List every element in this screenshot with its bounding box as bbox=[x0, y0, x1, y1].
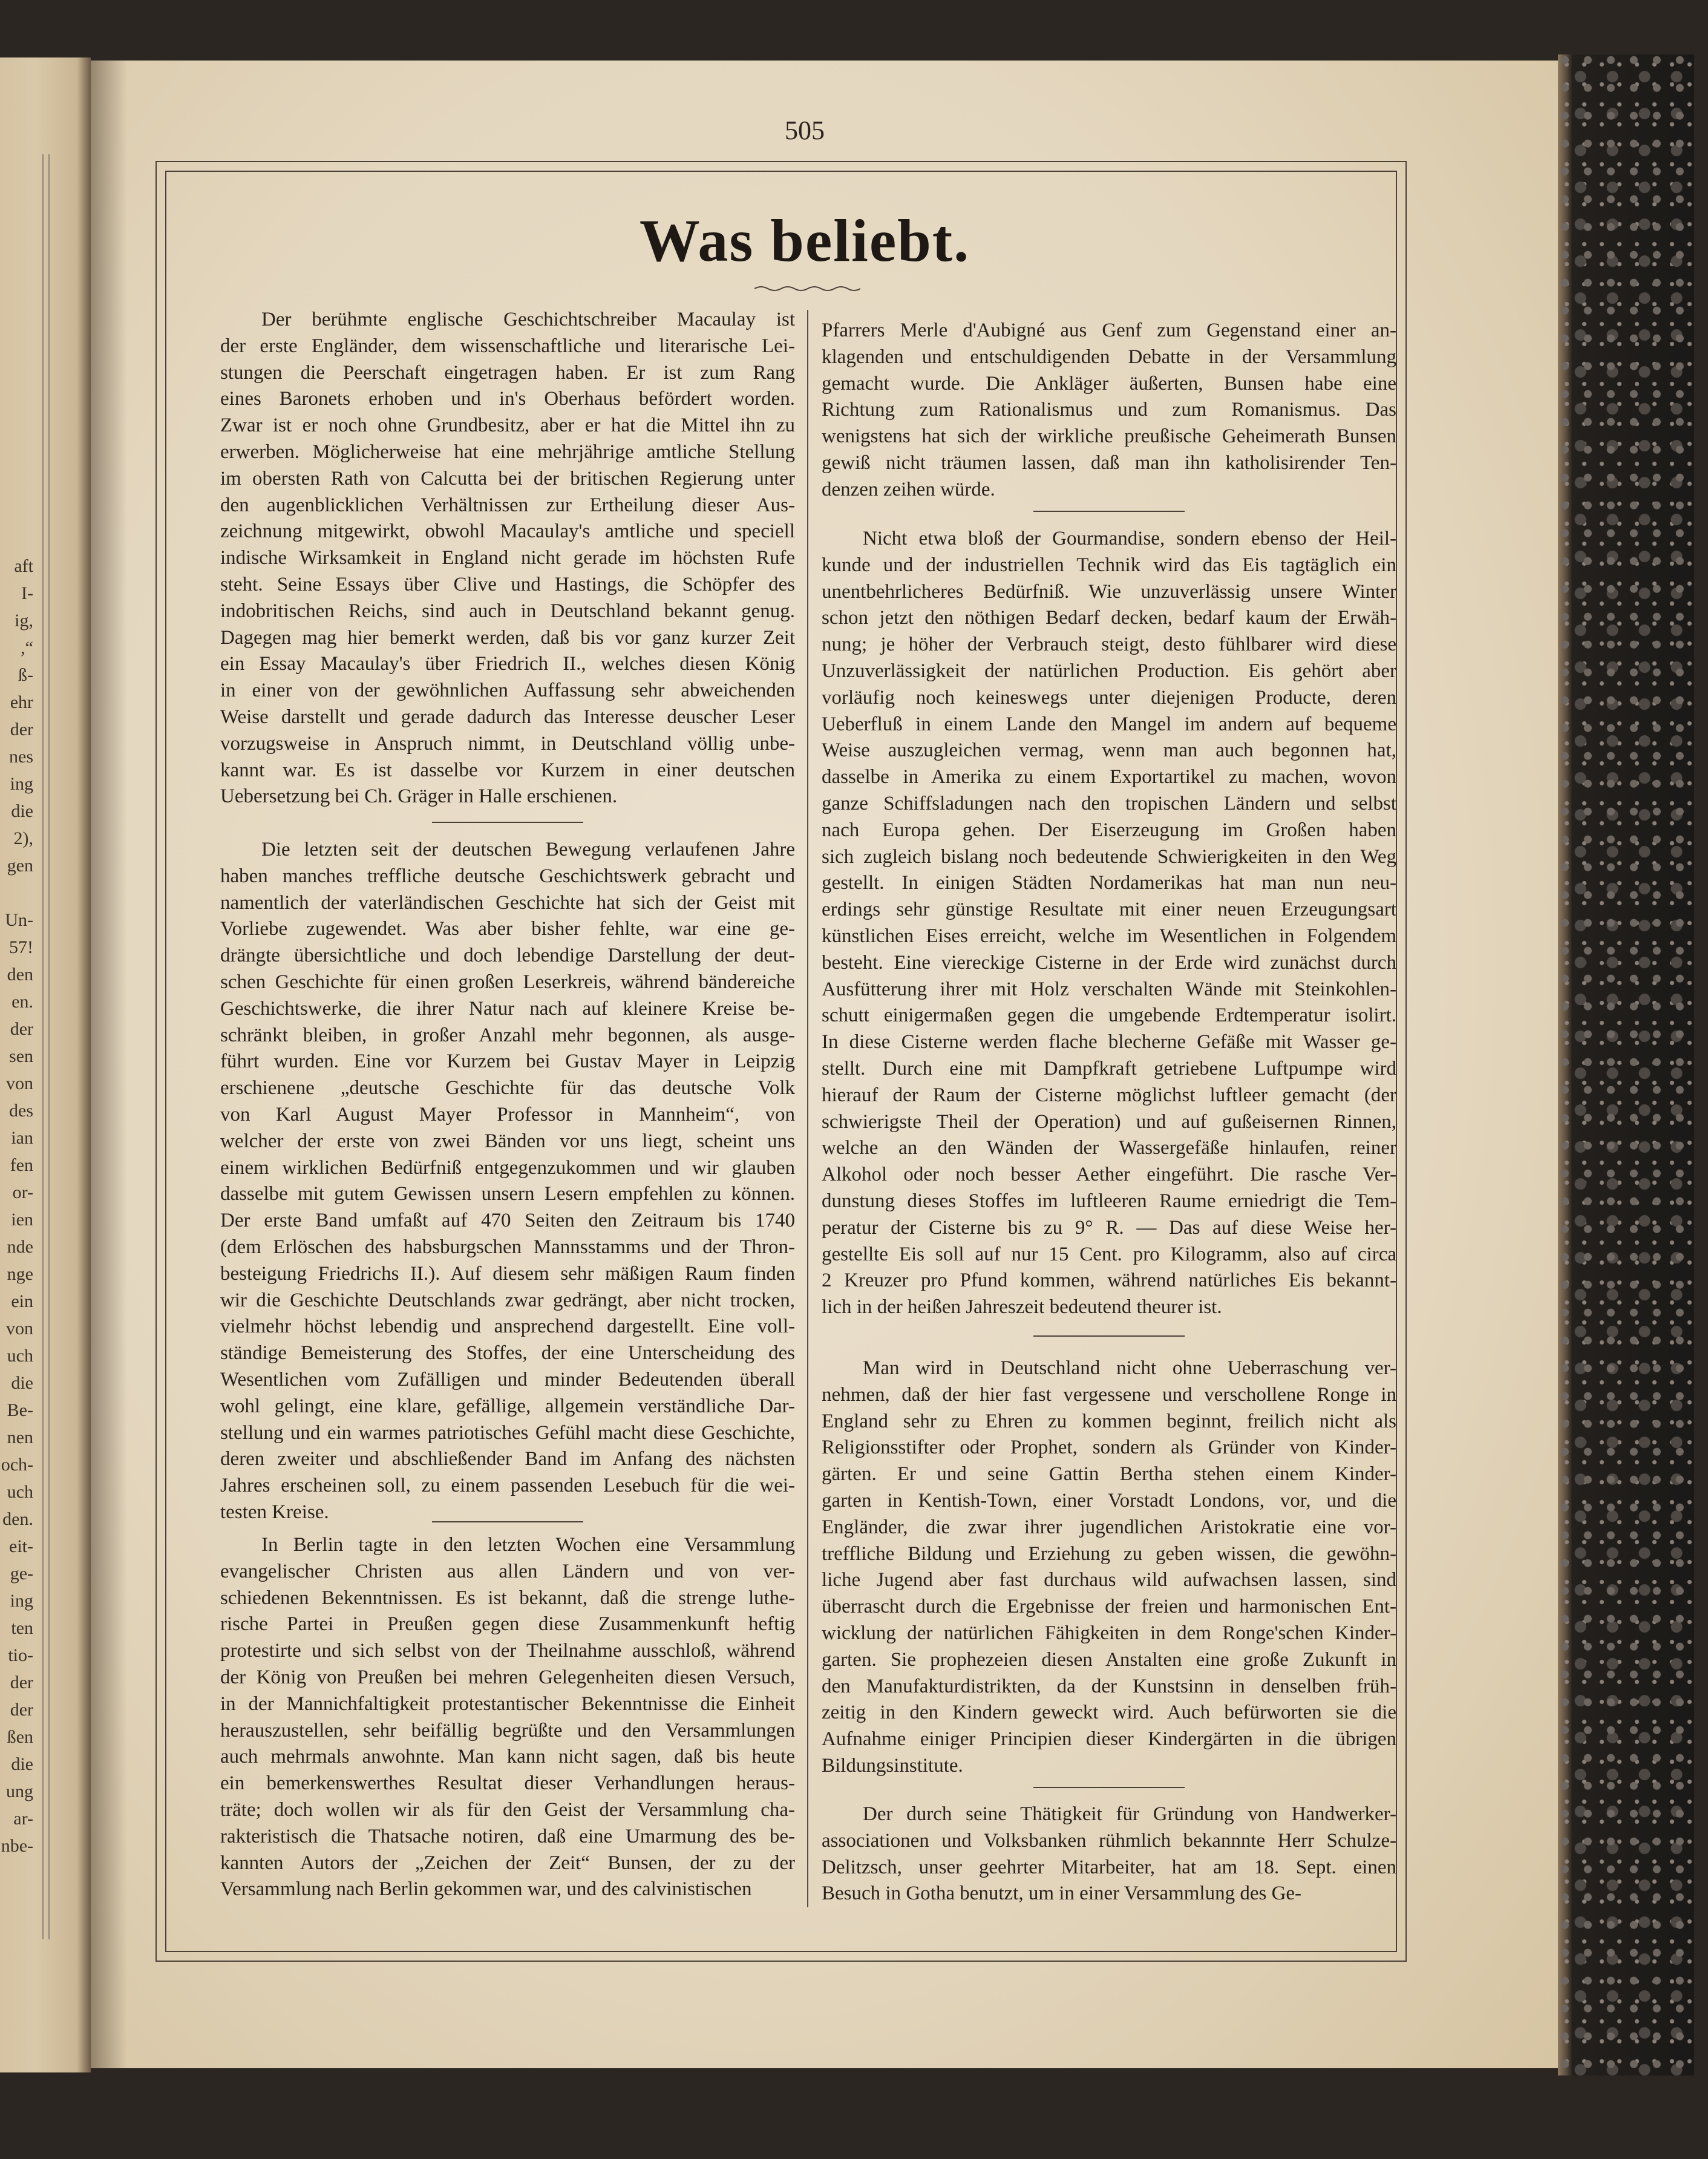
previous-page-fragment: der bbox=[10, 719, 33, 739]
text-line: kannten Autors der „Zeichen der Zeit“ Bunsen, der zu der bbox=[220, 1852, 795, 1874]
previous-page-edge bbox=[0, 57, 91, 2072]
text-line: Ausfütterung ihrer mit Holz verschalten Wände mit Steinkohlen- bbox=[822, 978, 1396, 1000]
text-line: nehmen, daß der hier fast vergessene und verschollene Ronge in bbox=[822, 1383, 1396, 1406]
text-line: lich in der heißen Jahreszeit bedeutend theurer ist. bbox=[822, 1296, 1222, 1319]
text-line: Ueberfluß in einem Lande den Mangel im andern auf bequeme bbox=[822, 713, 1396, 735]
text-line: wicklung der natürlichen Fähigkeiten in dem Ronge'schen Kinder- bbox=[822, 1622, 1396, 1644]
text-line: erschienene „deutsche Geschichte für das deutsche Volk bbox=[220, 1077, 795, 1099]
text-line: nung; je höher der Verbrauch steigt, desto fühlbarer wird diese bbox=[822, 634, 1396, 656]
text-line: eines Baronets erhoben und in's Oberhaus befördert worden. bbox=[220, 388, 795, 410]
previous-page-fragment: aft bbox=[14, 556, 33, 576]
text-line: sich zugleich bislang noch bedeutende Schwierigkeiten in den Weg bbox=[822, 845, 1396, 868]
text-line: schränkt bleiben, in großer Anzahl mehr begonnen, als ausge- bbox=[220, 1024, 795, 1046]
previous-page-fragment: uch bbox=[7, 1346, 33, 1366]
text-line: der König von Preußen bei mehren Gelegenheiten diesen Versuch, bbox=[220, 1666, 795, 1688]
previous-page-fragment: uch bbox=[7, 1482, 33, 1502]
previous-page-fragment: ßen bbox=[7, 1727, 33, 1747]
text-line: In diese Cisterne werden flache blecherne Gefäße mit Wasser ge- bbox=[822, 1031, 1396, 1053]
section-separator bbox=[1033, 1335, 1185, 1337]
text-line: Richtung zum Rationalismus und zum Romanismus. Das bbox=[822, 399, 1396, 421]
section-separator bbox=[1033, 511, 1185, 512]
text-line: peratur der Cisterne bis zu 9° R. — Das auf diese Weise her- bbox=[822, 1216, 1396, 1239]
previous-page-fragment: ten bbox=[11, 1618, 33, 1638]
text-line: Bildungsinstitute. bbox=[822, 1755, 963, 1777]
text-line: Uebersetzung bei Ch. Gräger in Halle erschienen. bbox=[220, 785, 618, 808]
previous-page-fragment: gen bbox=[7, 856, 33, 876]
previous-page-fragment: ehr bbox=[10, 692, 33, 712]
text-line: einem wirklichen Bedürfniß entgegenzukommen und wir glauben bbox=[220, 1156, 795, 1179]
text-line: garten. Sie prophezeien diesen Anstalten eine große Zukunft in bbox=[822, 1648, 1396, 1671]
text-line: gestellt. In einigen Städten Nordamerikas hat man nun neu- bbox=[822, 872, 1396, 894]
previous-page-fragment: der bbox=[10, 1019, 33, 1039]
text-line: ganze Schiffsladungen nach den tropischen Ländern und selbst bbox=[822, 793, 1396, 814]
text-line: Engländer, die zwar ihrer jugendlichen Aristokratie eine vor- bbox=[822, 1516, 1396, 1538]
previous-page-fragment: 57! bbox=[9, 937, 33, 957]
text-line: Dagegen mag hier bemerkt werden, daß bis vor ganz kurzer Zeit bbox=[220, 626, 795, 649]
previous-page-fragment: Be- bbox=[7, 1400, 33, 1420]
previous-page-fragment: sen bbox=[9, 1046, 33, 1066]
column-divider bbox=[807, 310, 808, 1907]
text-line: dasselbe in Amerika zu einem Exportartikel zu machen, wovon bbox=[822, 766, 1396, 788]
text-line: in der Mannichfaltigkeit protestantischer Bekenntnisse die Einheit bbox=[220, 1692, 795, 1715]
previous-page-fragment: tio- bbox=[8, 1645, 33, 1665]
previous-page-fragment: ß- bbox=[18, 665, 33, 685]
text-line: Geschichtswerke, die ihrer Natur nach auf kleinere Kreise be- bbox=[220, 997, 795, 1020]
text-line: deren zweiter und abschließender Band im Anfang des nächsten bbox=[220, 1448, 795, 1470]
previous-page-fragment: der bbox=[10, 1672, 33, 1692]
previous-page-fragment: ein bbox=[11, 1291, 33, 1311]
previous-page-fragment: ig, bbox=[15, 611, 33, 631]
text-line: dasselbe mit gutem Gewissen unsern Lesern empfehlen zu können. bbox=[220, 1183, 795, 1205]
section-separator bbox=[1033, 1787, 1185, 1788]
previous-page-fragment: I- bbox=[21, 583, 33, 603]
previous-page-fragment: nen bbox=[7, 1427, 33, 1447]
text-line: associationen und Volksbanken rühmlich bekannnte Herr Schulze- bbox=[822, 1829, 1396, 1852]
previous-page-fragment: nge bbox=[7, 1264, 33, 1284]
text-line: herauszustellen, sehr beifällig begrüßte und den Versammlungen bbox=[220, 1719, 795, 1741]
text-line: gewiß nicht träumen lassen, daß man ihn katholisirender Ten- bbox=[822, 452, 1396, 474]
text-line: kannt war. Es ist dasselbe vor Kurzem in einer deutschen bbox=[220, 759, 795, 781]
section-separator bbox=[432, 822, 583, 823]
previous-page-fragment: ,“ bbox=[21, 638, 33, 658]
page-number: 505 bbox=[785, 116, 825, 145]
previous-page-fragment: von bbox=[6, 1319, 33, 1338]
text-line: treffliche Bildung und Erziehung zu geben wissen, die gewöhn- bbox=[822, 1542, 1396, 1565]
text-line: 2 Kreuzer pro Pfund kommen, während natürliches Eis bekannt- bbox=[822, 1270, 1396, 1292]
previous-page-fragment: ing bbox=[10, 774, 33, 794]
text-line: Man wird in Deutschland nicht ohne Ueberraschung ver- bbox=[863, 1357, 1396, 1379]
previous-page-fragment: ar- bbox=[13, 1809, 33, 1829]
text-line: protestirte und sich selbst von der Theilnahme ausschloß, während bbox=[220, 1640, 795, 1662]
text-line: vorzugsweise in Anspruch nimmt, in Deutschland völlig unbe- bbox=[220, 732, 795, 755]
text-line: der erste Engländer, dem wissenschaftliche und literarische Lei- bbox=[220, 335, 795, 357]
previous-page-fragment: ian bbox=[11, 1128, 33, 1148]
book-binding-edge bbox=[1558, 54, 1694, 2075]
text-line: vorläufig noch keineswegs unter diejenigen Producte, deren bbox=[822, 686, 1396, 709]
text-line: schon jetzt den nöthigen Bedarf decken, bedarf kaum der Erwäh- bbox=[822, 607, 1396, 629]
text-line: erwerben. Möglicherweise hat eine mehrjährige amtliche Stellung bbox=[220, 441, 795, 463]
previous-page-fragment: or- bbox=[12, 1182, 33, 1202]
text-line: Pfarrers Merle d'Aubigné aus Genf zum Gegenstand einer an- bbox=[822, 319, 1396, 341]
previous-page-fragment bbox=[0, 879, 33, 906]
text-line: testen Kreise. bbox=[220, 1501, 329, 1523]
section-separator bbox=[432, 1521, 583, 1522]
text-line: Besuch in Gotha benutzt, um in einer Versammlung des Ge- bbox=[822, 1882, 1302, 1905]
text-line: hierauf der Raum der Cisterne möglichst luftleer gemacht (der bbox=[822, 1084, 1396, 1106]
text-line: führt wurden. Eine vor Kurzem bei Gustav Mayer in Leipzig bbox=[220, 1050, 795, 1073]
text-line: zeichnung mitgewirkt, obwohl Macaulay's amtliche und speciell bbox=[220, 520, 795, 543]
text-line: Unzuverlässigkeit der natürlichen Production. Eis gehört aber bbox=[822, 660, 1396, 682]
previous-page-fragment: die bbox=[11, 801, 33, 821]
previous-page-fragment: nde bbox=[7, 1237, 33, 1257]
text-line: Die letzten seit der deutschen Bewegung verlaufenen Jahre bbox=[261, 839, 795, 860]
text-line: indobritischen Reichs, sind auch in Deutschland bekannt genug. bbox=[220, 600, 795, 622]
text-line: Weise auszugleichen vermag, wenn man auch begonnen hat, bbox=[822, 739, 1396, 762]
text-line: gestellte Eis soll auf nur 15 Cent. pro Kilogramm, also auf circa bbox=[822, 1243, 1396, 1265]
text-line: unentbehrlicheres Bedürfniß. Wie unzuverlässig unsere Winter bbox=[822, 580, 1396, 603]
text-line: rische Partei in Preußen gegen diese Zusammenkunft heftig bbox=[220, 1613, 795, 1636]
text-line: den augenblicklichen Verhältnissen zur Ertheilung dieser Aus- bbox=[220, 494, 795, 516]
text-line: Der erste Band umfaßt auf 470 Seiten den Zeitraum bis 1740 bbox=[220, 1210, 795, 1232]
text-line: gärten. Er und seine Gattin Bertha stehen einem Kinder- bbox=[822, 1463, 1396, 1486]
text-line: wir die Geschichte Deutschlands zwar gedrängt, aber nicht trocken, bbox=[220, 1289, 795, 1311]
text-line: stellung und ein warmes patriotisches Gefühl macht diese Geschichte, bbox=[220, 1421, 795, 1444]
text-line: wenigstens hat sich der wirkliche preußische Geheimerath Bunsen bbox=[822, 425, 1396, 448]
previous-page-fragment: den bbox=[7, 965, 33, 984]
text-line: von Karl August Mayer Professor in Mannheim“, von bbox=[220, 1104, 795, 1125]
text-line: im obersten Rath von Calcutta bei der britischen Regierung unter bbox=[220, 467, 795, 490]
previous-page-fragment: von bbox=[6, 1073, 33, 1093]
text-line: liche Jugend aber fast durchaus wild aufwachsen lassen, sind bbox=[822, 1569, 1396, 1591]
text-line: in einer von der gewöhnlichen Auffassung sehr abweichenden bbox=[220, 680, 795, 702]
text-line: nach Europa gehen. Der Eiserzeugung im Großen haben bbox=[822, 819, 1396, 841]
previous-page-fragment: 2), bbox=[13, 828, 33, 848]
text-line: welcher der erste von zwei Bänden vor uns liegt, scheint uns bbox=[220, 1130, 795, 1152]
text-line: garten in Kentish-Town, einer Vorstadt Londons, vor, und die bbox=[822, 1490, 1396, 1512]
previous-page-fragment: ge- bbox=[10, 1564, 33, 1584]
previous-page-fragment: ing bbox=[10, 1591, 33, 1611]
title-ornament bbox=[754, 284, 860, 293]
text-line: schwierigste Theil der Operation) und auf gußeisernen Rinnen, bbox=[822, 1110, 1396, 1133]
previous-page-fragment: der bbox=[10, 1700, 33, 1720]
text-line: Aufnahme einiger Principien dieser Kindergärten in die übrigen bbox=[822, 1728, 1396, 1751]
text-line: Religionsstifter oder Prophet, sondern als Gründer von Kinder- bbox=[822, 1437, 1396, 1459]
text-line: Der berühmte englische Geschichtschreiber Macaulay ist bbox=[261, 309, 795, 330]
text-line: evangelischer Christen aus allen Ländern und von ver- bbox=[220, 1560, 795, 1582]
previous-page-fragment: en. bbox=[11, 992, 33, 1012]
text-line: denzen zeihen würde. bbox=[822, 478, 995, 500]
text-line: auch mehrmals anwohnte. Man kann nicht sagen, daß bis heute bbox=[220, 1746, 795, 1768]
text-line: England sehr zu Ehren zu kommen beginnt, freilich nicht als bbox=[822, 1410, 1396, 1432]
text-line: schiedenen Bekenntnissen. Es ist bekannt, daß die strenge luthe- bbox=[220, 1587, 795, 1609]
text-line: Delitzsch, unser geehrter Mitarbeiter, hat am 18. Sept. einen bbox=[822, 1856, 1396, 1878]
previous-page-fragment: Un- bbox=[5, 910, 33, 930]
text-line: Zwar ist er noch ohne Grundbesitz, aber er hat die Mittel ihn zu bbox=[220, 414, 795, 437]
text-line: Alkohol oder noch besser Aether eingeführt. Die rasche Ver- bbox=[822, 1164, 1396, 1186]
text-line: rakteristisch die Thatsache notiren, daß eine Umarmung des be- bbox=[220, 1825, 795, 1847]
previous-page-fragment: ung bbox=[6, 1781, 33, 1801]
previous-page-fragment: die bbox=[11, 1373, 33, 1393]
text-line: Der durch seine Thätigkeit für Gründung von Handwerker- bbox=[863, 1803, 1396, 1825]
previous-page-frame bbox=[42, 154, 50, 1939]
text-line: Nicht etwa bloß der Gourmandise, sondern ebenso der Heil- bbox=[863, 528, 1396, 549]
text-line: wohl gelingt, eine klare, gefällige, allgemein verständliche Dar- bbox=[220, 1395, 795, 1417]
text-line: besteigung Friedrichs II.). Auf diesem sehr mäßigen Raum finden bbox=[220, 1262, 795, 1285]
text-line: Wesentlichen vom Zufälligen und minder Bedeutenden überall bbox=[220, 1369, 795, 1391]
text-line: Weise darstellt und gerade dadurch das Interesse deuscher Leser bbox=[220, 706, 795, 728]
previous-page-fragment: die bbox=[11, 1754, 33, 1774]
text-line: künstlichen Eises erreicht, welche im Wesentlichen in Folgendem bbox=[822, 925, 1396, 947]
text-line: ein Essay Macaulay's über Friedrich II., welches diesen König bbox=[220, 653, 795, 675]
text-line: welche an den Wänden der Wassergefäße hinlaufen, reiner bbox=[822, 1137, 1396, 1159]
text-line: vielmehr höchst lebendig und ansprechend dargestellt. Eine voll- bbox=[220, 1315, 795, 1338]
text-line: Versammlung nach Berlin gekommen war, und des calvinistischen bbox=[220, 1878, 752, 1901]
text-line: (dem Erlöschen des habsburgschen Mannsstamms und der Thron- bbox=[220, 1236, 795, 1258]
text-line: drängte übersichtliche und doch lebendige Darstellung der deut- bbox=[220, 945, 795, 967]
text-line: steht. Seine Essays über Clive und Hastings, die Schöpfer des bbox=[220, 574, 795, 595]
text-line: ständige Bemeisterung des Stoffes, der eine Unterscheidung des bbox=[220, 1342, 795, 1365]
text-line: namentlich der vaterländischen Geschichte hat sich der Geist mit bbox=[220, 891, 795, 914]
text-line: schen Geschichte für einen großen Leserkreis, während bändereiche bbox=[220, 971, 795, 993]
text-line: stellt. Durch eine mit Dampfkraft getriebene Luftpumpe wird bbox=[822, 1058, 1396, 1080]
previous-page-fragment: nes bbox=[9, 747, 33, 767]
text-line: klagenden und entschuldigenden Debatte in der Versammlung bbox=[822, 346, 1396, 368]
previous-page-fragment: och- bbox=[1, 1455, 33, 1475]
previous-page-fragment: ien bbox=[11, 1210, 33, 1230]
previous-page-fragment: fen bbox=[10, 1155, 33, 1175]
previous-page-fragment: nbe- bbox=[1, 1836, 33, 1856]
text-line: ein bemerkenswerthes Resultat dieser Verhandlungen heraus- bbox=[220, 1772, 795, 1795]
text-line: stungen die Peerschaft eingetragen haben. Er ist zum Rang bbox=[220, 361, 795, 384]
text-line: überrascht durch die Ergebnisse der freien und harmonischen Ent- bbox=[822, 1596, 1396, 1618]
text-line: Jahres erscheinen soll, zu einem passenden Lesebuch für die wei- bbox=[220, 1475, 795, 1497]
text-line: träte; doch wollen wir als für den Geist der Versammlung cha- bbox=[220, 1799, 795, 1821]
previous-page-fragment: des bbox=[9, 1101, 33, 1121]
text-line: dunstung dieses Stoffes im luftleeren Raume erniedrigt die Tem- bbox=[822, 1190, 1396, 1212]
text-line: kunde und der industriellen Technik wird das Eis tagtäglich ein bbox=[822, 554, 1396, 576]
previous-page-fragment: den. bbox=[2, 1509, 33, 1529]
text-line: besteht. Eine viereckige Cisterne in der Erde wird zunächst durch bbox=[822, 951, 1396, 974]
text-line: Vorliebe zugewendet. Was aber bisher fehlte, war eine ge- bbox=[220, 918, 795, 940]
text-line: zeitig in den Kindern geweckt wird. Auch befürworten sie die bbox=[822, 1702, 1396, 1724]
text-line: schutt einigermaßen gegen die umgebende Erdtemperatur isolirt. bbox=[822, 1004, 1396, 1027]
text-line: erdings sehr günstige Resultate mit einer neuen Erzeugungsart bbox=[822, 899, 1396, 921]
text-line: haben manches treffliche deutsche Geschichtswerk gebracht und bbox=[220, 865, 795, 887]
article-title: Was beliebt. bbox=[639, 207, 970, 274]
previous-page-fragment: eit- bbox=[9, 1536, 33, 1556]
text-line: In Berlin tagte in den letzten Wochen eine Versammlung bbox=[261, 1534, 795, 1556]
text-line: indische Wirksamkeit in England nicht gerade im höchsten Rufe bbox=[220, 547, 795, 569]
text-line: den Manufakturdistrikten, da der Kunstsinn in denselben früh- bbox=[822, 1675, 1396, 1697]
text-line: gemacht wurde. Die Ankläger äußerten, Bunsen habe eine bbox=[822, 372, 1396, 395]
